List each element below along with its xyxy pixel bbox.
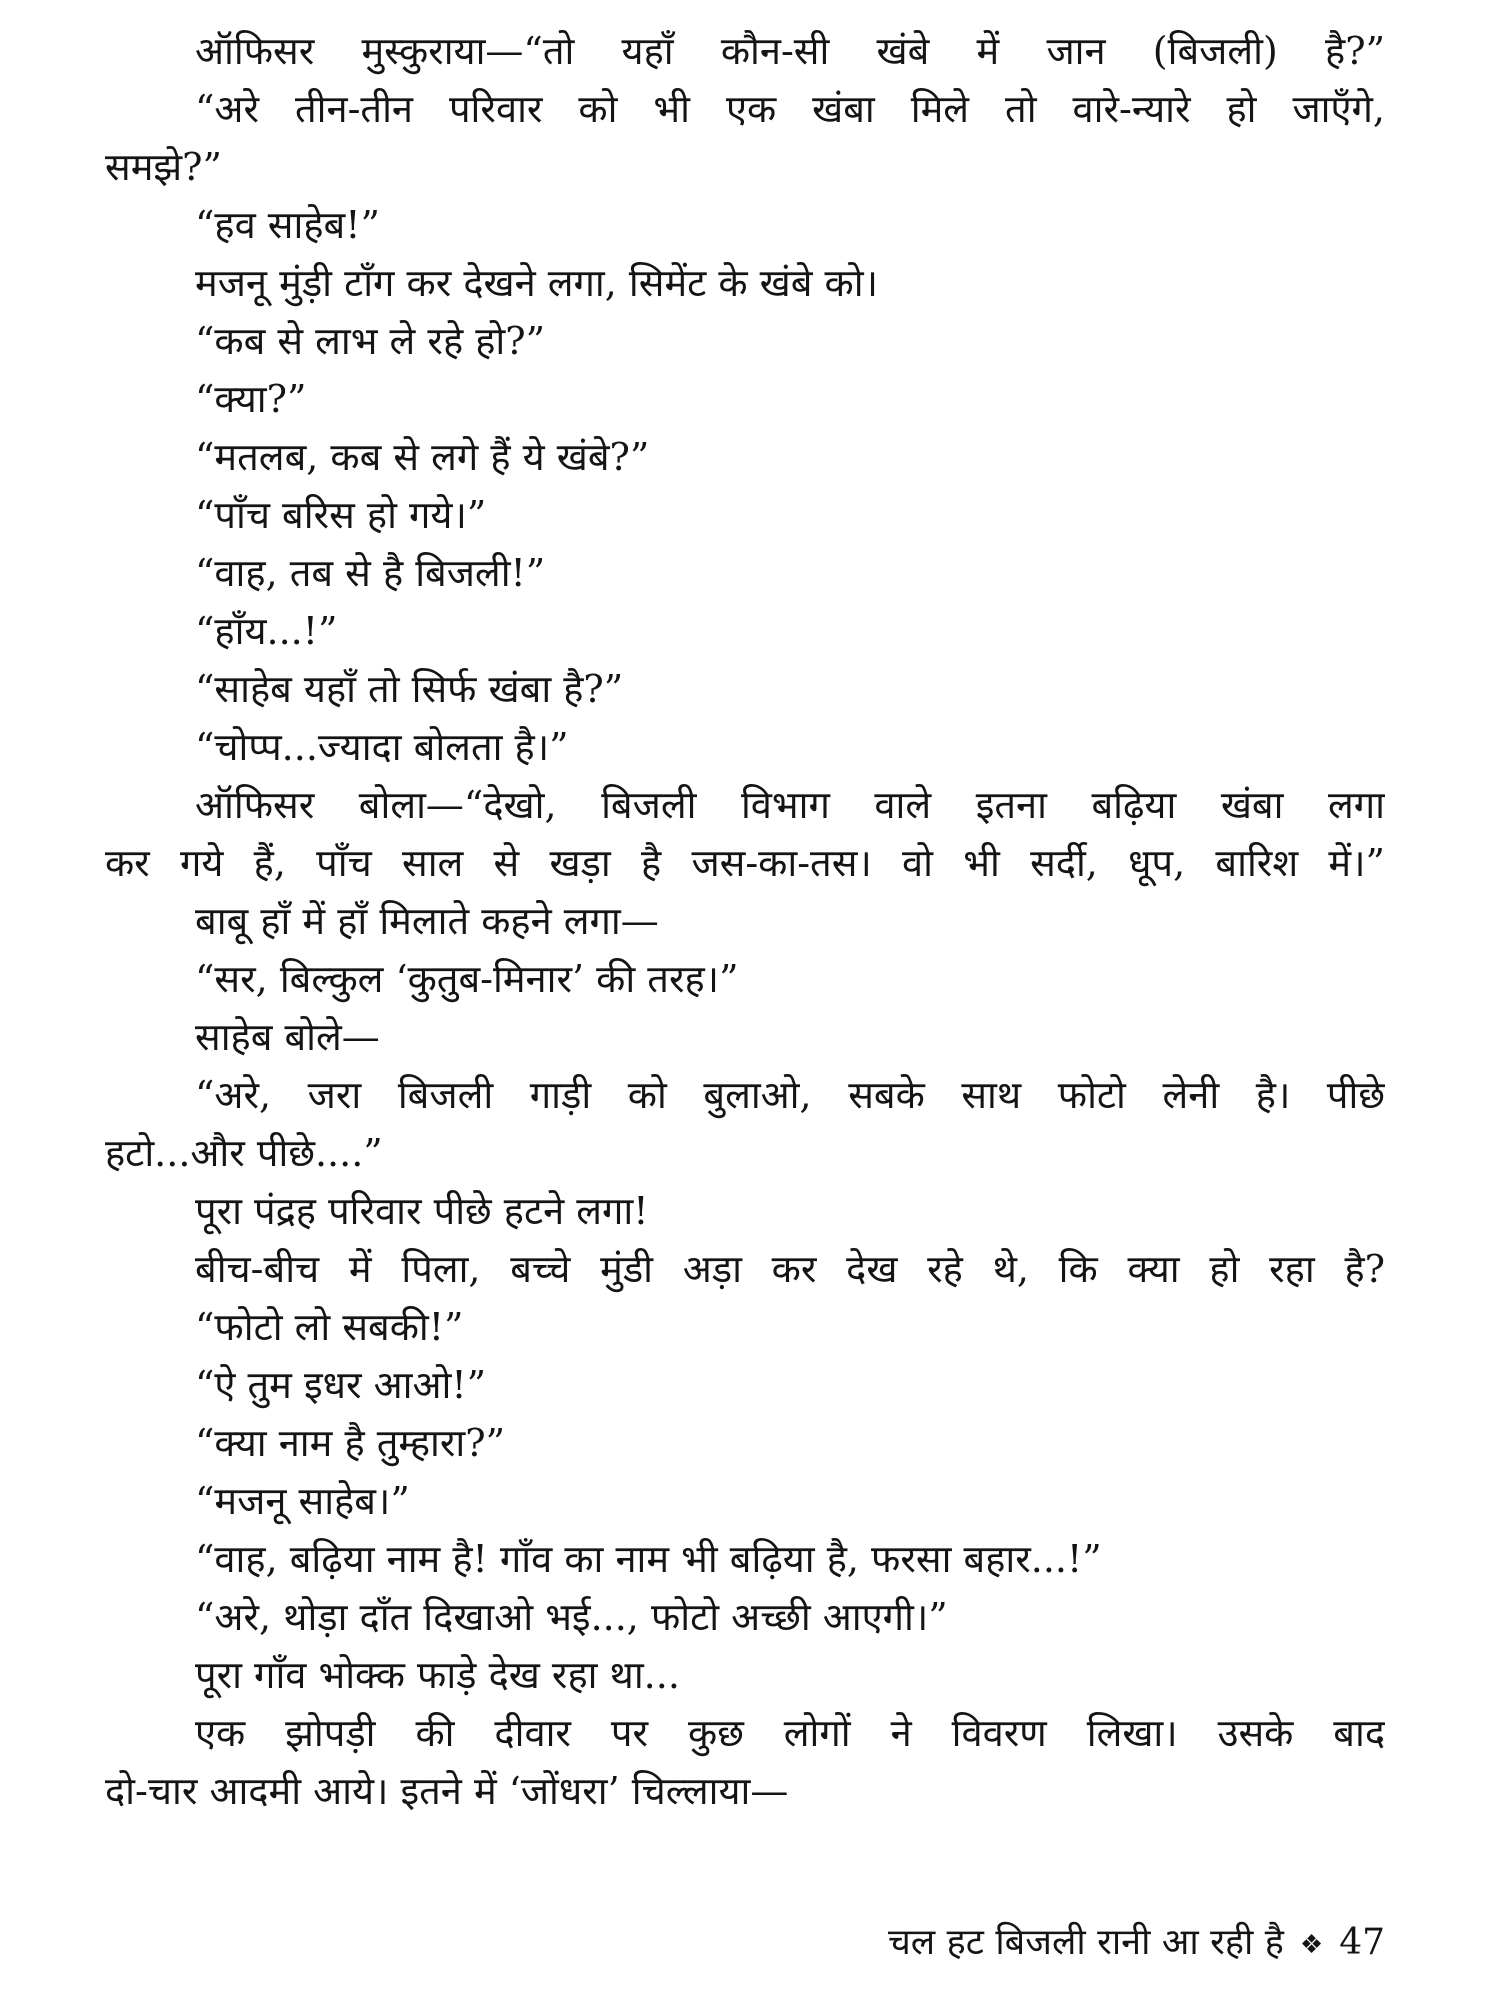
text-line: हटो...और पीछे....” bbox=[105, 1131, 383, 1175]
text-line: समझे?” bbox=[105, 145, 222, 189]
body-text bbox=[105, 22, 1385, 1820]
text-line: बीच-बीच में पिला, बच्चे मुंडी अड़ा कर देख रहे थे, कि क्या हो रहा है? bbox=[195, 1247, 1385, 1291]
page-number: 47 bbox=[1339, 1922, 1385, 1963]
text-line: “अरे, थोड़ा दाँत दिखाओ भई..., फोटो अच्छी आएगी।” bbox=[195, 1595, 948, 1639]
text-line: “हव साहेब!” bbox=[195, 203, 380, 247]
text-line: “मतलब, कब से लगे हैं ये खंबे?” bbox=[195, 435, 650, 479]
text-line: “क्या नाम है तुम्हारा?” bbox=[195, 1421, 506, 1465]
text-line: “कब से लाभ ले रहे हो?” bbox=[195, 319, 546, 363]
text-line: ऑफिसर मुस्कुराया—“तो यहाँ कौन-सी खंबे में जान (बिजली) है?” bbox=[195, 29, 1385, 73]
ornament-icon: ❖ bbox=[1299, 1930, 1324, 1960]
text-line: “हाँय...!” bbox=[195, 609, 338, 653]
text-line: मजनू मुंड़ी टाँग कर देखने लगा, सिमेंट के खंबे को। bbox=[195, 261, 878, 305]
text-line: “साहेब यहाँ तो सिर्फ खंबा है?” bbox=[195, 667, 624, 711]
text-line: “पाँच बरिस हो गये।” bbox=[195, 493, 487, 537]
text-line: पूरा पंद्रह परिवार पीछे हटने लगा! bbox=[195, 1189, 649, 1233]
text-line: बाबू हाँ में हाँ मिलाते कहने लगा— bbox=[195, 899, 659, 943]
text-line: “अरे, जरा बिजली गाड़ी को बुलाओ, सबके साथ फोटो लेनी है। पीछे bbox=[195, 1073, 1385, 1117]
text-line: “वाह, बढ़िया नाम है! गाँव का नाम भी बढ़िया है, फरसा बहार...!” bbox=[195, 1537, 1102, 1581]
text-line: “सर, बिल्कुल ‘कुतुब-मिनार’ की तरह।” bbox=[195, 957, 739, 1001]
running-title: चल हट बिजली रानी आ रही है bbox=[887, 1922, 1284, 1963]
text-line: कर गये हैं, पाँच साल से खड़ा है जस-का-तस। वो भी सर्दी, धूप, बारिश में।” bbox=[105, 841, 1385, 885]
text-line: “क्या?” bbox=[195, 377, 307, 421]
text-line: “ऐ तुम इधर आओ!” bbox=[195, 1363, 487, 1407]
text-line: “फोटो लो सबकी!” bbox=[195, 1305, 464, 1349]
text-line: “वाह, तब से है बिजली!” bbox=[195, 551, 546, 595]
text-line: साहेब बोले— bbox=[195, 1015, 380, 1059]
text-line: “अरे तीन-तीन परिवार को भी एक खंबा मिले तो वारे-न्यारे हो जाएँगे, bbox=[195, 87, 1385, 131]
page-footer bbox=[888, 1918, 1385, 1970]
text-line: “चोप्प...ज्यादा बोलता है।” bbox=[195, 725, 569, 769]
text-line: ऑफिसर बोला—“देखो, बिजली विभाग वाले इतना बढ़िया खंबा लगा bbox=[195, 783, 1385, 827]
text-line: एक झोपड़ी की दीवार पर कुछ लोगों ने विवरण लिखा। उसके बाद bbox=[195, 1711, 1385, 1755]
text-line: “मजनू साहेब।” bbox=[195, 1479, 410, 1523]
text-line: दो-चार आदमी आये। इतने में ‘जोंधरा’ चिल्लाया— bbox=[105, 1769, 789, 1813]
text-line: पूरा गाँव भोक्क फाड़े देख रहा था... bbox=[195, 1653, 680, 1697]
